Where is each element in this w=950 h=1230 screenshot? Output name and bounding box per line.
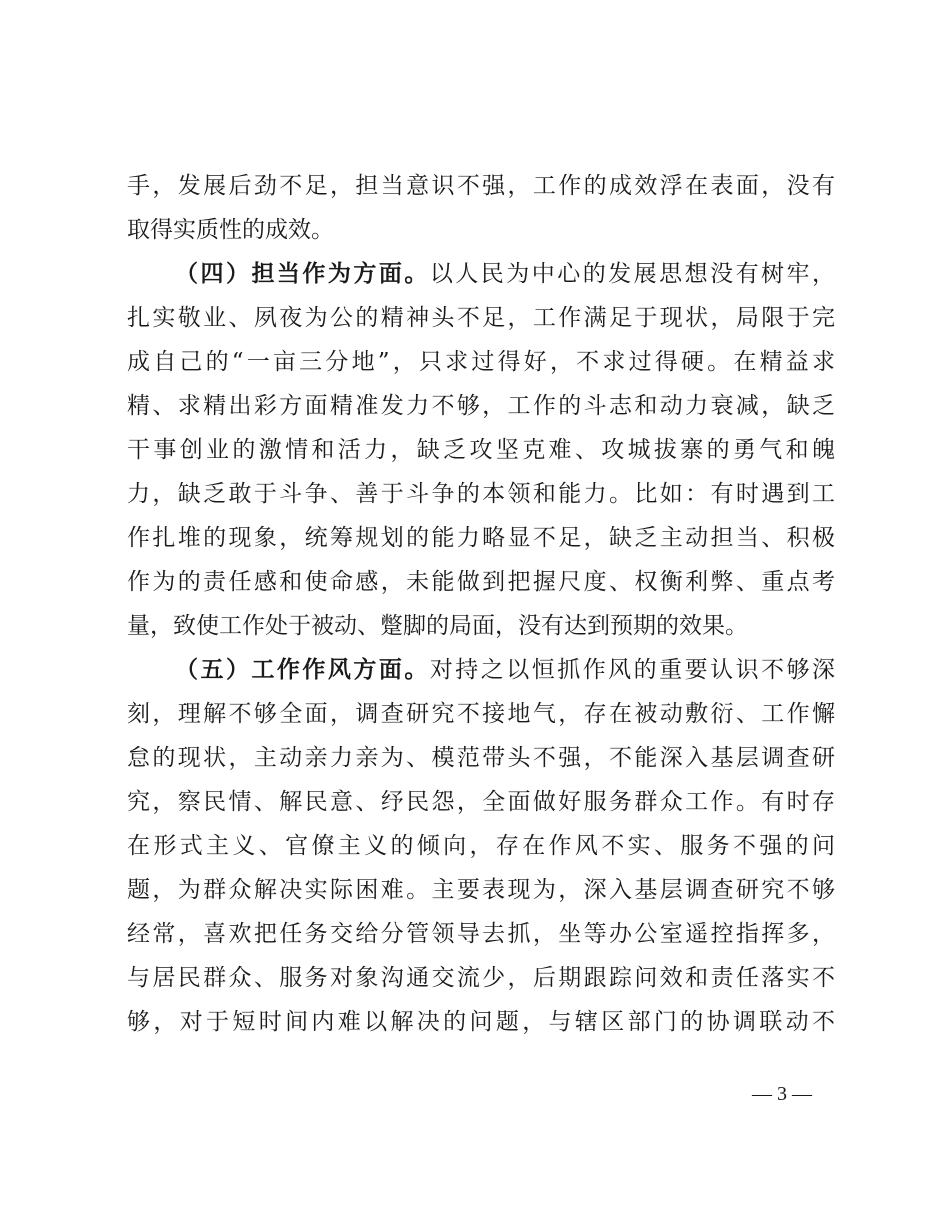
- text-line: 力，缺乏敢于斗争、善于斗争的本领和能力。比如：有时遇到工: [127, 481, 835, 507]
- paragraph-section-five: [127, 648, 835, 1044]
- section-heading-five: （五）工作作风方面。: [175, 656, 430, 683]
- text-line: 刻，理解不够全面，调查研究不接地气，存在被动敷衍、工作懈: [127, 701, 835, 727]
- text-line: 扎实敬业、夙夜为公的精神头不足，工作满足于现状，局限于完: [127, 305, 835, 331]
- text-line: 成自己的“一亩三分地”，只求过得好，不求过得硬。在精益求: [127, 349, 835, 375]
- paragraph-continuation: [127, 164, 835, 252]
- text-line: 题，为群众解决实际困难。主要表现为，深入基层调查研究不够: [127, 877, 835, 903]
- text-line: 与居民群众、服务对象沟通交流少，后期跟踪问效和责任落实不: [127, 965, 835, 991]
- text-line: 取得实质性的成效。: [127, 217, 334, 243]
- text-line: 量，致使工作处于被动、蹩脚的局面，没有达到预期的效果。: [127, 613, 748, 639]
- text-line: 在形式主义、官僚主义的倾向，存在作风不实、服务不强的问: [127, 833, 835, 859]
- text-line: 手，发展后劲不足，担当意识不强，工作的成效浮在表面，没有: [127, 173, 835, 199]
- text-line: [127, 252, 835, 296]
- text-line: 经常，喜欢把任务交给分管领导去抓，坐等办公室遥控指挥多，: [127, 921, 835, 947]
- text-span: 以人民为中心的发展思想没有树牢，: [429, 261, 835, 287]
- text-line: 作为的责任感和使命感，未能做到把握尺度、权衡利弊、重点考: [127, 569, 835, 595]
- text-line: 够，对于短时间内难以解决的问题，与辖区部门的协调联动不: [127, 1009, 835, 1035]
- text-span: 对持之以恒抓作风的重要认识不够深: [429, 657, 835, 683]
- page-number: — 3 —: [752, 1083, 812, 1105]
- paragraph-section-four: [127, 252, 835, 648]
- document-body: [127, 164, 835, 1044]
- text-line: 怠的现状，主动亲力亲为、模范带头不强，不能深入基层调查研: [127, 745, 835, 771]
- text-line: 作扎堆的现象，统筹规划的能力略显不足，缺乏主动担当、积极: [127, 525, 835, 551]
- text-line: 干事创业的激情和活力，缺乏攻坚克难、攻城拔寨的勇气和魄: [127, 437, 835, 463]
- section-heading-four: （四）担当作为方面。: [175, 260, 430, 287]
- text-line: 精、求精出彩方面精准发力不够，工作的斗志和动力衰减，缺乏: [127, 393, 835, 419]
- text-line: 究，察民情、解民意、纾民怨，全面做好服务群众工作。有时存: [127, 789, 835, 815]
- text-line: [127, 648, 835, 692]
